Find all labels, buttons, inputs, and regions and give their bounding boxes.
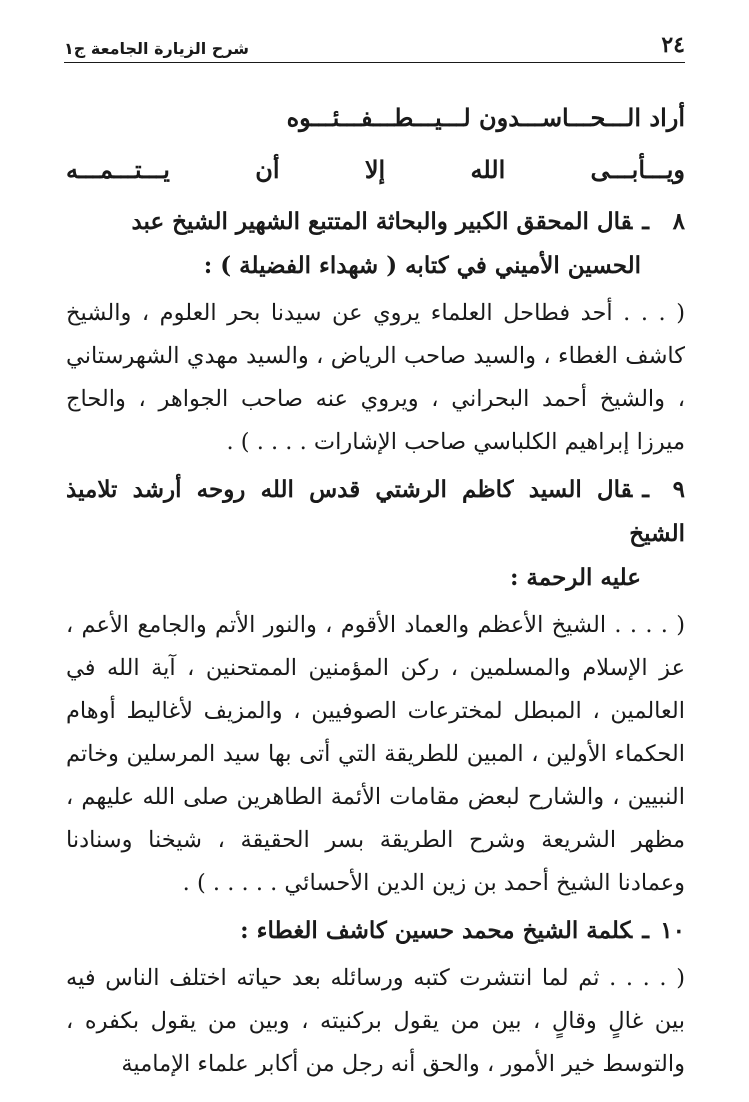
item-heading-line: قال المحقق الكبير والبحاثة المتتبع الشهير الشيخ عبد [131, 208, 633, 235]
poem-line-1: أراد الـــحـــاســـدون لـــيـــطـــفـــئـــوه [286, 103, 685, 132]
item-heading-10: ١٠ـكلمة الشيخ محمد حسين كاشف الغطاء : [66, 909, 685, 953]
page-header [64, 28, 685, 63]
poem-line-2: ويـــأبـــى الله إلا أن يـــتـــمـــه [66, 155, 685, 184]
item-number: ٨ [672, 208, 685, 235]
quote-paragraph-9: ( . . . . الشيخ الأعظم والعماد الأقوم ، والنور الأتم والجامع الأعم ، عز الإسلام والمسلمين ، ركن المؤمنين الممتحنين ، آية الله في العالمين ، المبطل لمخترعات الصوفيين ، والمزيف لأغاليط أوهام الحكماء الأولين ، المبين للطريقة التي أتى بها سيد المرسلين وخاتم النبيين ، والشارح لبعض مقامات الأئمة الطاهرين صلى الله عليهم ، مظهر الشريعة وشرح الطريقة بسر الحقيقة ، شيخنا وسنادنا وعمادنا الشيخ أحمد بن زين الدين الأحسائي . . . . . ) . [66, 612, 685, 896]
page-number: ٢٤ [661, 32, 685, 58]
item-number: ١٠ [660, 917, 685, 944]
item-heading-9: ٩ـقال السيد كاظم الرشتي قدس الله روحه أرشد تلاميذ الشيخ عليه الرحمة : [66, 468, 685, 600]
item-heading-line: عليه الرحمة : [509, 564, 641, 591]
item-heading-line: قال السيد كاظم الرشتي قدس الله روحه أرشد تلاميذ الشيخ [66, 476, 685, 547]
item-heading-line: كلمة الشيخ محمد حسين كاشف الغطاء : [240, 917, 633, 944]
running-title: شرح الزيارة الجامعة ج١ [64, 39, 250, 58]
item-heading-8: ٨ـقال المحقق الكبير والبحاثة المتتبع الشهير الشيخ عبد الحسين الأميني في كتابه ( شهداء الفضيلة ) : [66, 200, 685, 288]
page-content [66, 92, 685, 1088]
item-heading-line: الحسين الأميني في كتابه ( شهداء الفضيلة ) : [203, 252, 641, 279]
item-number: ٩ [672, 476, 685, 503]
quote-paragraph-10: ( . . . . ثم لما انتشرت كتبه ورسائله بعد حياته اختلف الناس فيه بين غالٍ وقالٍ ، بين من يقول بركنيته ، وبين من يقول بكفره ، والتوسط خير الأمور ، والحق أنه رجل من أكابر علماء الإمامية [66, 965, 685, 1077]
quote-paragraph-8: ( . . . أحد فطاحل العلماء يروي عن سيدنا بحر العلوم ، والشيخ كاشف الغطاء ، والسيد صاحب الرياض ، والسيد مهدي الشهرستاني ، والشيخ أحمد البحراني ، ويروي عنه صاحب الجواهر ، والحاج ميرزا إبراهيم الكلباسي صاحب الإشارات . . . . ) . [66, 300, 685, 455]
